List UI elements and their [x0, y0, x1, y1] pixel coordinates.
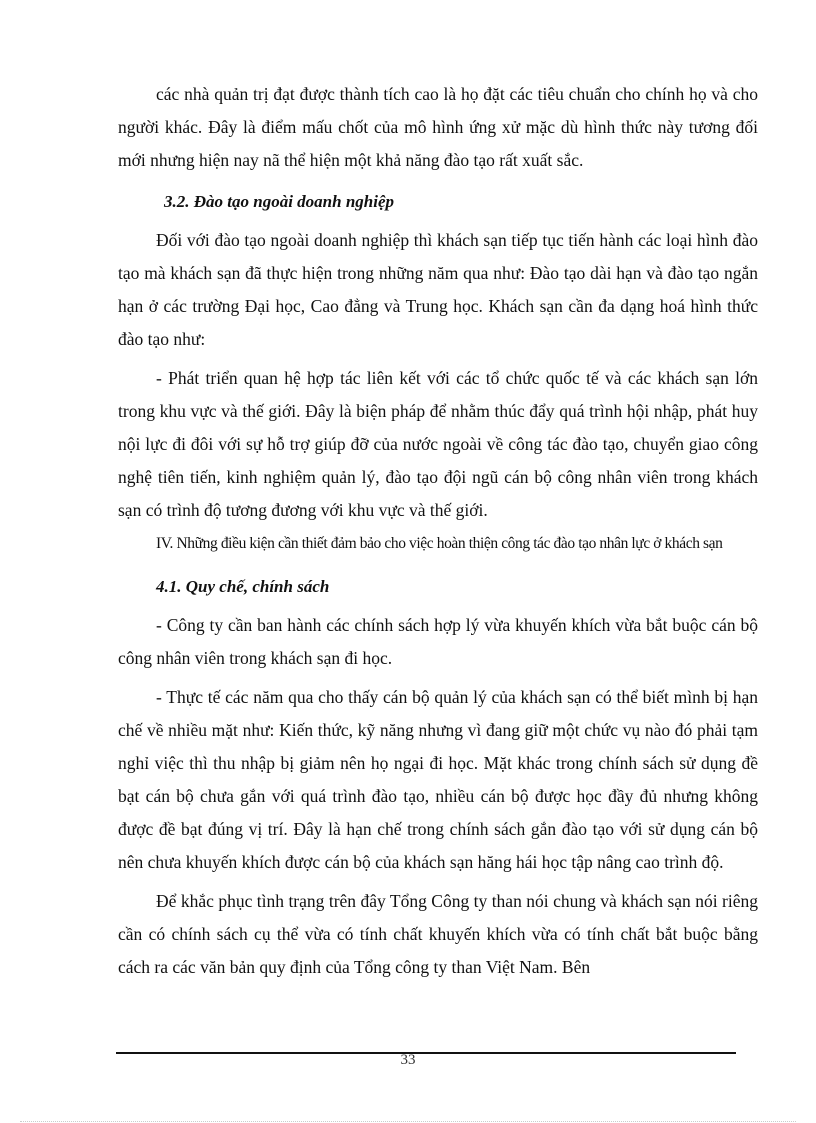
paragraph-external-training: Đối với đào tạo ngoài doanh nghiệp thì khách sạn tiếp tục tiến hành các loại hình đào tạo mà khách sạn đã thực hiện trong những năm qua như: Đào tạo dài hạn và đào tạo ngắn hạn ở các trường Đại học, Cao đẳng và Trung học. Khách sạn cần đa dạng hoá hình thức đào tạo như:	[118, 230, 758, 349]
section-iv-title: IV. Những điều kiện cần thiết đảm bảo cho việc hoàn thiện công tác đào tạo nhân lực ở khách sạn	[156, 535, 723, 552]
page-edge-divider	[20, 1121, 796, 1122]
paragraph-management-limitations: - Thực tế các năm qua cho thấy cán bộ quản lý của khách sạn có thể biết mình bị hạn chế về nhiều mặt như: Kiến thức, kỹ năng nhưng vì đang giữ một chức vụ nào đó phải tạm nghỉ việc thì thu nhập bị giảm nên họ ngại đi học. Mặt khác trong chính sách sử dụng đề bạt cán bộ chưa gắn với quá trình đào tạo, nhiều cán bộ được học đầy đủ nhưng không được đề bạt đúng vị trí. Đây là hạn chế trong chính sách gắn đào tạo với sử dụng cán bộ nên chưa khuyến khích được cán bộ của khách sạn hăng hái học tập nâng cao trình độ.	[118, 687, 758, 872]
paragraph-remedy: Để khắc phục tình trạng trên đây Tổng Công ty than nói chung và khách sạn nói riêng cần có chính sách cụ thể vừa có tính chất khuyến khích vừa có tính chất bắt buộc bằng cách ra các văn bản quy định của Tổng công ty than Việt Nam. Bên	[118, 891, 758, 977]
paragraph-management-standards: các nhà quản trị đạt được thành tích cao là họ đặt các tiêu chuẩn cho chính họ và cho người khác. Đây là điểm mấu chốt của mô hình ứng xử mặc dù hình thức này tương đối mới nhưng hiện nay nã thể hiện một khả năng đào tạo rất xuất sắc.	[118, 84, 758, 170]
page-number: 33	[400, 1052, 416, 1068]
heading-external-training: 3.2. Đào tạo ngoài doanh nghiệp	[164, 192, 395, 211]
paragraph-policy-requirement: - Công ty cần ban hành các chính sách hợp lý vừa khuyến khích vừa bắt buộc cán bộ công nhân viên trong khách sạn đi học.	[118, 615, 758, 668]
paragraph-international-cooperation: - Phát triển quan hệ hợp tác liên kết với các tổ chức quốc tế và các khách sạn lớn trong khu vực và thế giới. Đây là biện pháp để nhằm thúc đẩy quá trình hội nhập, phát huy nội lực đi đôi với sự hỗ trợ giúp đỡ của nước ngoài về công tác đào tạo, chuyển giao công nghệ tiên tiến, kinh nghiệm quản lý, đào tạo đội ngũ cán bộ công nhân viên trong khách sạn có trình độ tương đương với khu vực và thế giới.	[118, 368, 758, 520]
page-body	[118, 78, 758, 984]
heading-regulations-policies: 4.1. Quy chế, chính sách	[156, 577, 330, 596]
